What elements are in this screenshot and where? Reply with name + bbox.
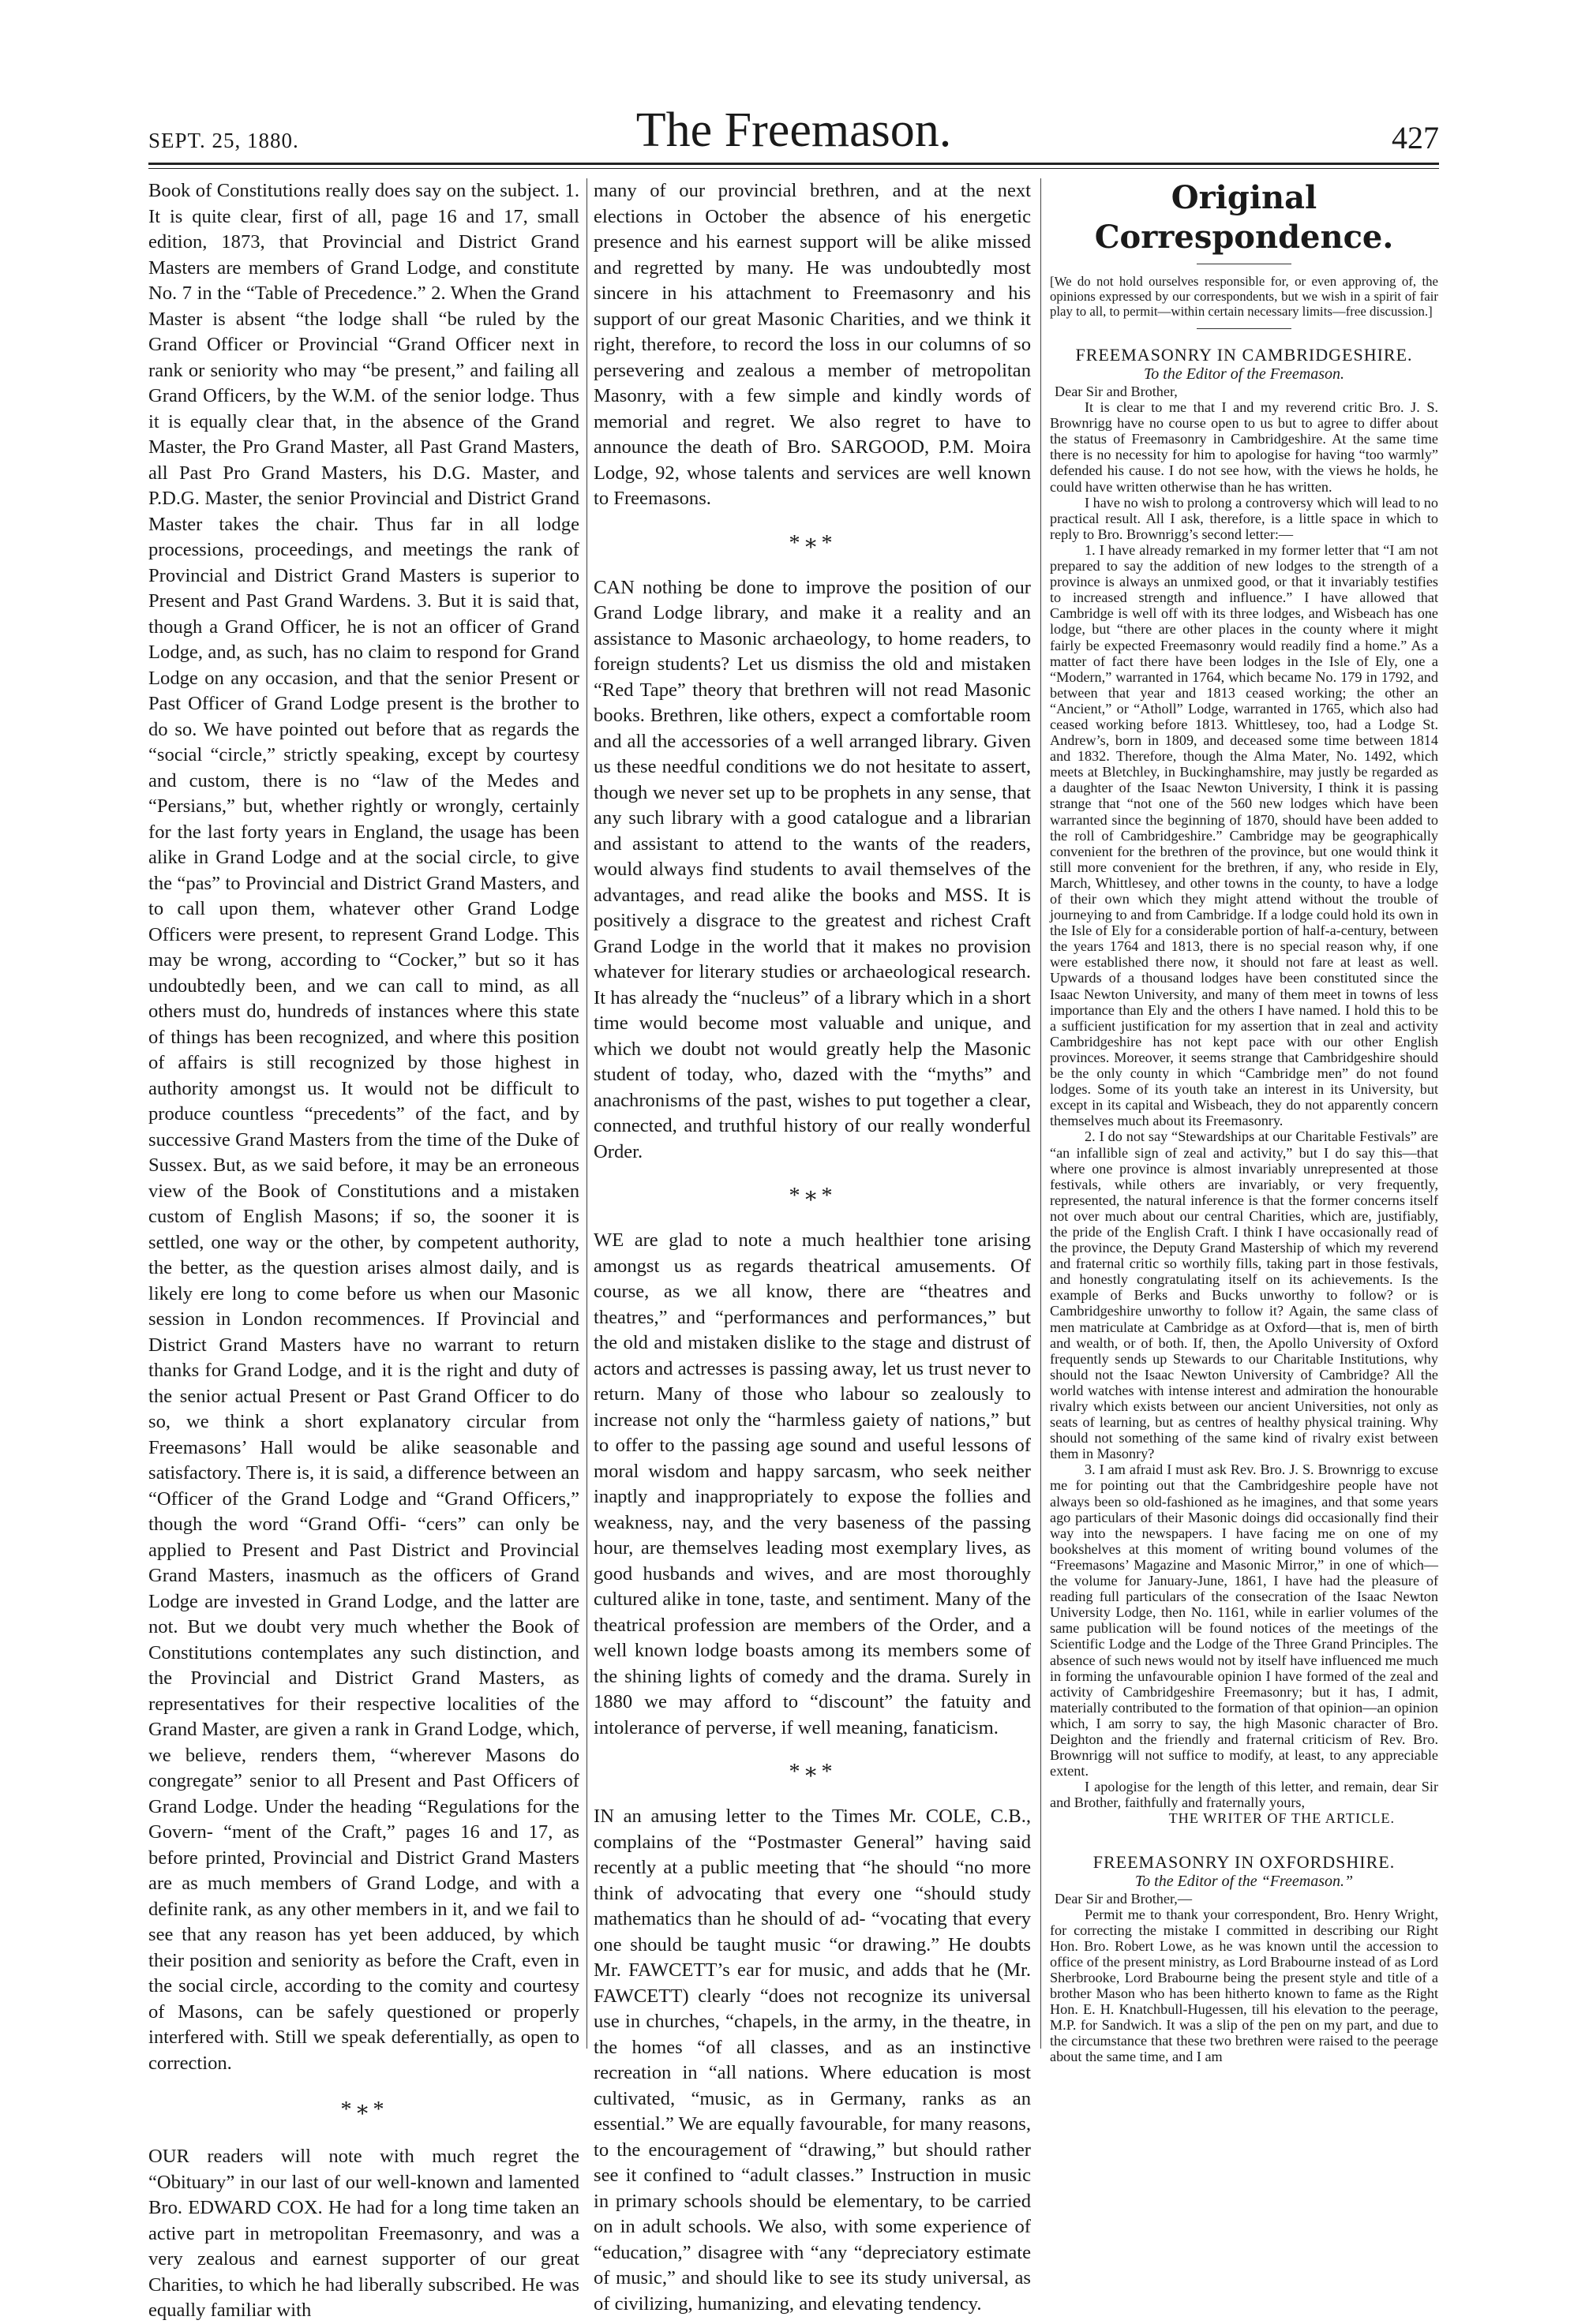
article-heading-cambridgeshire: FREEMASONRY IN CAMBRIDGESHIRE. xyxy=(1075,345,1413,365)
letter-paragraph: 2. I do not say “Stewardships at our Charitable Festivals” are “an infallible sign of zeal and activity,” but I do say this—that where one province is almost invariably unrepresented at those festivals, while others are invariably, or very frequently, represented, the natural inference is that the former concerns itself not over much about our central Charities, which are, justifiably, the pride of the English Craft. I think I have occasionally read of the province, the Deputy Grand Mastership of which my reverend and fraternal critic so worthily fills, taking part in those festivals, and honestly congratulating itself on its achievements. Is the example of Berks and Bucks unworthy to follow? or is Cambridgeshire unworthy to follow it? Again, the same class of men matriculate at Cambridge as at Oxford—that is, men of birth and wealth, or of both. If, then, the Apollo University of Oxford frequently sends up Stewards to our Charitable Institutions, why should not the Isaac Newton University of Cambridge? All the world watches with intense interest and admiration the honourable rivalry which exists between our ancient Universities, not only as seats of learning, but as centres of healthy physical training. Why should not something of the same kind of rivalry exist between them in Masonry? xyxy=(1050,1128,1438,1462)
letter-signature: THE WRITER OF THE ARTICLE. xyxy=(1168,1810,1395,1827)
letter-paragraph: I have no wish to prolong a controversy which will lead to no practical result. All I ask, therefore, is a little space in which to reply to Bro. Brownrigg’s second letter:— xyxy=(1050,494,1438,542)
dropword: IN xyxy=(594,1806,614,1827)
asterism-separator: *∗* xyxy=(789,1760,836,1784)
dropword: OUR xyxy=(148,2146,189,2167)
section-title: Original Correspondence. xyxy=(1094,179,1394,256)
header-rule-thick xyxy=(148,163,1439,165)
disclaimer-rule xyxy=(1197,328,1291,329)
letter-paragraph: 3. I am afraid I must ask Rev. Bro. J. S. Brownrigg to excuse me for pointing out that the Cambridgeshire people have not always been so old-fashioned as he imagines, and that some years ago particulars of their Masonic doings did occasionally find their way into the newspapers. I have facing me on one of my bookshelves at this moment of writing bound volumes of the “Freemasons’ Magazine and Masonic Mirror,” in one of which—the volume for January-June, 1861, I have had the pleasure of reading full particulars of the consecration of the Isaac Newton University Lodge, then No. 1161, while in earlier volumes of the same publication will be found notices of the meetings of the Scientific Lodge and the Lodge of the Three Grand Principles. The absence of such news would not by itself have influenced me much in forming the unfavourable opinion I have formed of the zeal and activity of Cambridgeshire Freemasonry; but it has, I admit, materially contributed to the formation of that opinion—an opinion which, I am sorry to say, the high Masonic character of Bro. Deighton and the friendly and fraternal criticism of Rev. Bro. Brownrigg will not suffice to modify, at least, to any appreciable extent. xyxy=(1050,1461,1438,1779)
dropword: CAN xyxy=(594,576,635,598)
asterism-separator: *∗* xyxy=(340,2098,388,2122)
editorial-disclaimer: [We do not hold ourselves responsible for, or even approving of, the opinions expressed by our correspondents, but we wish in a spirit of fair play to all, to permit—within certain necessary limits—free discussion.] xyxy=(1050,274,1438,319)
letter-greeting: Dear Sir and Brother,— xyxy=(1055,1890,1193,1907)
col1-paragraph-1: Book of Constitutions really does say on the subject. 1. It is quite clear, first of all, page 16 and 17, small edition, 1873, that Provincial and District Grand Masters are members of Grand Lodge, and constitute No. 7 in the “Table of Precedence.” 2. When the Grand Master is absent “the lodge shall “be ruled by the Grand Officer or Provincial “Grand Officer next in rank or seniority who may “be present,” and failing all Grand Officers, by the W.M. of the senior lodge. Thus it is equally clear that, in the absence of the Grand Master, the Pro Grand Master, all Past Grand Masters, all Past Pro Grand Masters, his D.G. Master, and P.D.G. Master, the senior Provincial and District Grand Master takes the chair. Thus far in all lodge processions, proceedings, and meetings the rank of Provincial and District Grand Masters is superior to Present and Past Grand Wardens. 3. But it is said that, though a Grand Officer, he is not an officer of Grand Lodge, and, as such, has no claim to respond for Grand Lodge on any occasion, and that the senior Present or Past Officer of Grand Lodge present is the brother to do so. We have pointed out before that as regards the “social “circle,” strictly speaking, except by courtesy and custom, there is no “law of the Medes and “Persians,” but, whether rightly or wrongly, certainly for the last forty years in England, the usage has been alike in Grand Lodge and at the social circle, to give the “pas” to Provincial and District Grand Masters, and to call upon them, whatever other Grand Lodge Officers were present, to represent Grand Lodge. This may be wrong, according to “Cocker,” but so it has undoubtedly been, and we can call to mind, as all others must do, hundreds of instances where this state of things has been recognized, and where this position of affairs is still recognized by those highest in authority amongst us. It would not be difficult to produce countless “precedents” of the fact, and by successive Grand Masters from the time of the Duke of Sussex. But, as we said before, it may be an erroneous view of the Book of Constitutions and a mistaken custom of English Masons; if so, the sooner it is settled, one way or the other, by competent authority, the better, as the question arises almost daily, and is likely ere long to come before us when our Masonic session in London recommences. If Provincial and District Grand Masters have no warrant to return thanks for Grand Lodge, and it is the right and duty of the senior actual Present or Past Grand Officer to do so, we think a short explanatory circular from Freemasons’ Hall would be alike seasonable and satisfactory. There is, it is said, a difference between an “Officer of the Grand Lodge and “Grand Officers,” though the word “Grand Offi- “cers” can only be applied to Present and Past District and Provincial Grand Masters, inasmuch as the officers of Grand Lodge are invested in Grand Lodge, and the latter are not. But we doubt very much whether the Book of Constitutions contemplates any such distinction, and the Provincial and District Grand Masters, as representatives for their respective localities of the Grand Master, are given a rank in Grand Lodge, which, we believe, renders them, “wherever Masons do congregate” senior to all Present and Past Officers of Grand Lodge. Under the heading “Regulations for the Govern- “ment of the Craft,” pages 16 and 17, as before printed, Provincial and District Grand Masters are as much members of Grand Lodge, and with a definite rank, as any other members in it, and we fail to see that any reason has yet been adduced, by which their position and seniority as before the Craft, even in the social circle, according to the comity and courtesy of Masons, can be safely questioned or properly interfered with. Still we speak deferentially, as open to correction. xyxy=(148,180,579,2074)
article-addressee: To the Editor of the “Freemason.” xyxy=(1134,1872,1354,1890)
article-heading-oxfordshire: FREEMASONRY IN OXFORDSHIRE. xyxy=(1092,1851,1396,1872)
column-2 xyxy=(594,178,1031,2317)
dropword: WE xyxy=(594,1229,624,1251)
header-rule-thin xyxy=(148,168,1439,169)
article-addressee: To the Editor of the Freemason. xyxy=(1143,365,1345,383)
column-3 xyxy=(1050,178,1438,2065)
letter-paragraph: Permit me to thank your correspondent, Bro. Henry Wright, for correcting the mistake I committed in describing our Right Hon. Bro. Robert Lowe, as he was known until the accession to office of the present ministry, as Lord Brabourne instead of as Lord Sherbrooke, Lord Brabourne being the present style and title of a brother Mason who has been hitherto known to fame as the Right Hon. E. H. Knatchbull-Hugessen, till his elevation to the peerage, M.P. for Sandwich. It was a slip of the pen on my part, and due to the circumstance that these two brethren were raised to the peerage about the same time, and I am xyxy=(1050,1906,1438,2065)
issue-date: SEPT. 25, 1880. xyxy=(148,129,299,152)
newspaper-title: The Freemason. xyxy=(635,103,952,157)
col1-paragraph-2 xyxy=(148,2144,579,2324)
col1-paragraph-2-text: readers will note with much regret the “Obituary” in our last of our well-known and lamented Bro. EDWARD COX. He had for a long time taken an active part in metropolitan Freemasonry, and was a very zealous and earnest supporter of our great Charities, to which he had liberally subscribed. He was equally familiar with xyxy=(148,2146,579,2321)
col2-paragraph-3-text: are glad to note a much healthier tone arising amongst us as regards theatrical amusements. Of course, as we all know, there are “theatres and theatres,” and “performances and performances,” but the old and mistaken dislike to the stage and distrust of actors and actresses is passing away, let us trust never to return. Many of those who labour so zealously to increase not only the “harmless gaiety of nations,” but to offer to the passing age sound and useful lessons of moral wisdom and happy sarcasm, who seek neither inaptly and inappropriately to expose the follies and weakness, nay, and the very baseness of the passing hour, are themselves leading most exemplary lives, as good husbands and wives, and are most thoroughly cultured alike in tone, taste, and sentiment. Many of the theatrical profession are members of the Order, and a well known lodge boasts among its members some of the shining lights of comedy and the drama. Surely in 1880 we may afford to “discount” the fatuity and intolerance of perverse, if well meaning, fanaticism. xyxy=(594,1229,1031,1738)
column-divider-2 xyxy=(1040,178,1041,2049)
spacer xyxy=(1050,1827,1438,1852)
letter-paragraph: I apologise for the length of this letter, and remain, dear Sir and Brother, faithfully and fraternally yours, xyxy=(1050,1779,1438,1811)
masthead xyxy=(148,103,1439,158)
col2-paragraph-1: many of our provincial brethren, and at the next elections in October the absence of his energetic presence and his earnest support will be alike missed and regretted by many. He was undoubtedly most sincere in his attachment to Freemasonry and his support of our great Masonic Charities, and we think it right, therefore, to record the loss in our columns of so persevering and zealous a member of metropolitan Masonry, with a few simple and kindly words of memorial and regret. We also regret to have to announce the death of Bro. SARGOOD, P.M. Moira Lodge, 92, whose talents and services are well known to Freemasons. xyxy=(594,180,1031,509)
col2-paragraph-3 xyxy=(594,1228,1031,1741)
page-number: 427 xyxy=(1392,120,1439,155)
asterism-separator: *∗* xyxy=(789,530,836,556)
col2-paragraph-4-text: an amusing letter to the Times Mr. COLE, C.B., complains of the “Postmaster General” having said recently at a public meeting that “he should “no more think of advocating that every one “should study mathematics than he should of ad- “vocating that every one should be taught music “or drawing.” He doubts Mr. FAWCETT’s ear for music, and adds that he (Mr. FAWCETT) clearly “does not recognize its universal use in churches, “chapels, in the army, in the theatre, in the homes “of all classes, and as an instinctive recreation in “all nations. Where education is most cultivated, “music, as in Germany, ranks as an essential.” We are equally favourable, for many reasons, to the encouragement of “drawing,” but should rather see it confined to “adult classes.” Instruction in music in primary schools should be elementary, to be carried on in adult schools. We also, with some experience of “education,” disagree with “any “depreciatory estimate of music,” and should like to see its study universal, as of civilizing, humanizing, and elevating tendency. xyxy=(594,1806,1031,2315)
letter-paragraph: 1. I have already remarked in my former letter that “I am not prepared to say the addition of new lodges to the strength of a province is always an unmixed good, or that it invariably testifies to increased strength and influence.” I have allowed that Cambridge is well off with its three lodges, and Wisbeach has one lodge, but “there are other places in the county where it might fairly be expected Freemasonry would readily find a home.” As a matter of fact there have been lodges in the Isle of Ely, one a “Modern,” warranted in 1764, which became No. 179 in 1792, and between that year and 1813 ceased working; the other an “Ancient,” or “Atholl” Lodge, warranted in 1765, which also had ceased working before 1813. Whittlesey, too, had a Lodge St. Andrew’s, born in 1809, and deceased some time between 1814 and 1832. Therefore, though the Alma Mater, No. 1492, which meets at Bletchley, in Buckinghamshire, may justly be regarded as a daughter of the Isaac Newton University, I think it is passing strange that “not one of the 560 new lodges which have been warranted since the beginning of 1870, should have been added to the roll of Cambridgeshire.” Cambridge may be geographically convenient for the brethren of the province, but one would think it still more convenient for the brethren, if any, who reside in Ely, March, Whittlesey, and other towns in the county, to have a lodge of their own which they might attend without the trouble of journeying to and from Cambridge. If a lodge could hold its own in the Isle of Ely for a considerable portion of half-a-century, between the years 1764 and 1813, there is no special reason why, if one were established there now, it should not fare at least as well. Upwards of a thousand lodges have been constituted since the Isaac Newton University, and many of them meet in towns of less importance than Ely and the others I have named. I hold this to be a sufficient justification for my assertion that in zeal and activity Cambridgeshire has not kept pace with our other English provinces. Moreover, it seems strange that Cambridgeshire should be the only county in which “Cambridge men” do not found lodges. Some of its youth take an interest in its University, but except in its capital and Wisbeach, they do not apparently concern themselves much about its Freemasonry. xyxy=(1050,541,1438,1129)
col2-paragraph-2 xyxy=(594,575,1031,1166)
col2-paragraph-2-text: nothing be done to improve the position of our Grand Lodge library, and make it a reality and an assistance to Masonic archaeology, to home readers, to foreign students? Let us dismiss the old and mistaken “Red Tape” theory that brethren will not read Masonic books. Brethren, like others, expect a comfortable room and all the accessories of a well arranged library. Given us these needful conditions we do not hesitate to assert, though we never set up to be prophets in any sense, that any such library with a good catalogue and a librarian and assistant to attend to the wants of the readers, would always find students to avail themselves of the advantages, and read alike the books and MSS. It is positively a disgrace to the greatest and richest Craft Grand Lodge in the world that it makes no provision whatever for literary studies or archaeological research. It has already the “nucleus” of a library which in a short time would become most valuable and unique, and which we doubt not would greatly help the Masonic student of today, who, dazed with the “myths” and anachronisms of the past, wishes to put together a clear, connected, and truthful history of our really wonderful Order. xyxy=(594,576,1031,1162)
asterism-separator: *∗* xyxy=(789,1184,836,1208)
letter-paragraph: It is clear to me that I and my reverend critic Bro. J. S. Brownrigg have no course open to us but to agree to differ about the status of Freemasonry in Cambridgeshire. At the same time there is no necessity for him to apologise for having “too warmly” defended his cause. I do not see how, with the views he holds, he could have written otherwise than he has written. xyxy=(1050,399,1438,495)
column-1 xyxy=(148,178,579,2324)
col2-paragraph-4 xyxy=(594,1804,1031,2317)
letter-greeting: Dear Sir and Brother, xyxy=(1055,384,1178,399)
